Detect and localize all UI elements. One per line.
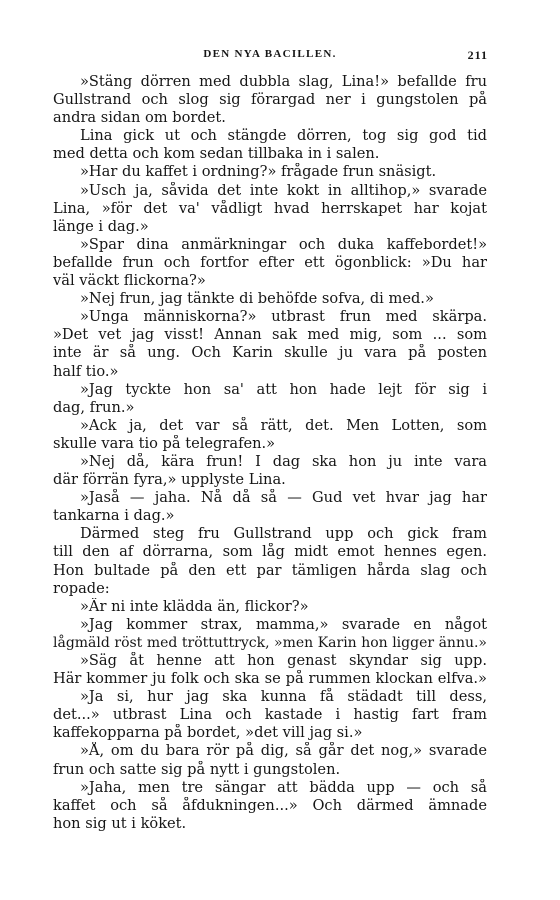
- running-head: [52, 48, 488, 68]
- text-line: Lina gick ut och stängde dörren, tog sig god tid: [80, 127, 487, 145]
- text-line: frun och satte sig på nytt i gungstolen.: [53, 760, 341, 778]
- text-line: »Jaha, men tre sängar att bädda upp — och så: [80, 778, 487, 796]
- text-line: »Ack ja, det var så rätt, det. Men Lotten, som: [80, 416, 487, 434]
- text-line: dag, frun.»: [53, 398, 135, 416]
- text-line: kaffekopparna på bordet, »det vill jag si.»: [53, 724, 363, 742]
- text-line: Här kommer ju folk och ska se på rummen klockan elfva.»: [53, 670, 487, 688]
- text-line: »Har du kaffet i ordning?» frågade frun snäsigt.: [80, 163, 437, 181]
- text-line: »Nej då, kära frun! I dag ska hon ju inte vara: [80, 452, 487, 470]
- text-line: Lina, »för det va' vådligt hvad herrskapet har kojat: [53, 199, 487, 217]
- text-line: »Nej frun, jag tänkte di behöfde sofva, di med.»: [80, 290, 434, 308]
- text-line: »Säg åt henne att hon genast skyndar sig upp.: [80, 652, 487, 669]
- text-line: »Jag tyckte hon sa' att hon hade lejt för sig i: [80, 380, 487, 398]
- text-line: kaffet och så åfdukningen...» Och därmed ämnade: [53, 796, 487, 814]
- running-title: DEN NYA BACILLEN.: [203, 48, 337, 60]
- text-line: där förrän fyra,» upplyste Lina.: [53, 471, 286, 489]
- text-line: befallde frun och fortfor efter ett ögonblick: »Du har: [53, 253, 487, 271]
- text-line: half tio.»: [53, 362, 119, 380]
- text-line: lågmäld röst med tröttuttryck, »men Karin hon ligger ännu.»: [53, 634, 487, 651]
- text-line: inte är så ung. Och Karin skulle ju vara på posten: [53, 344, 487, 362]
- text-line: »Stäng dörren med dubbla slag, Lina!» befallde fru: [80, 73, 487, 90]
- text-line: »Jaså — jaha. Nå då så — Gud vet hvar jag har: [80, 489, 487, 507]
- text-line: tankarna i dag.»: [53, 507, 175, 525]
- text-line: det...» utbrast Lina och kastade i hastig fart fram: [53, 706, 487, 724]
- text-line: »Unga människorna?» utbrast frun med skärpa.: [80, 308, 487, 326]
- text-line: länge i dag.»: [53, 217, 149, 235]
- text-line: »Ja si, hur jag ska kunna få städadt till dess,: [80, 688, 487, 706]
- text-line: hon sig ut i köket.: [53, 814, 187, 832]
- text-line: till den af dörrarna, som låg midt emot hennes egen.: [53, 543, 487, 561]
- body-text: [53, 73, 487, 833]
- text-line: med detta och kom sedan tillbaka in i salen.: [53, 145, 380, 163]
- text-line: »Jag kommer strax, mamma,» svarade en något: [80, 615, 487, 633]
- text-line: »Usch ja, såvida det inte kokt in alltihop,» svarade: [80, 181, 487, 199]
- text-line: andra sidan om bordet.: [53, 109, 226, 127]
- text-line: ropade:: [53, 579, 110, 597]
- text-line: Gullstrand och slog sig förargad ner i gungstolen på: [53, 91, 487, 109]
- text-line: »Det vet jag visst! Annan sak med mig, som ... som: [53, 326, 487, 344]
- text-line: skulle vara tio på telegrafen.»: [53, 434, 276, 452]
- page-number: 211: [467, 48, 488, 62]
- text-line: »Å, om du bara rör på dig, så går det nog,» svarade: [80, 742, 487, 760]
- text-line: väl väckt flickorna?»: [53, 272, 206, 290]
- text-line: Hon bultade på den ett par tämligen hårda slag och: [53, 561, 487, 579]
- text-line: Därmed steg fru Gullstrand upp och gick fram: [80, 525, 487, 543]
- text-line: »Spar dina anmärkningar och duka kaffebordet!»: [80, 235, 487, 253]
- text-line: »Är ni inte klädda än, flickor?»: [80, 597, 309, 615]
